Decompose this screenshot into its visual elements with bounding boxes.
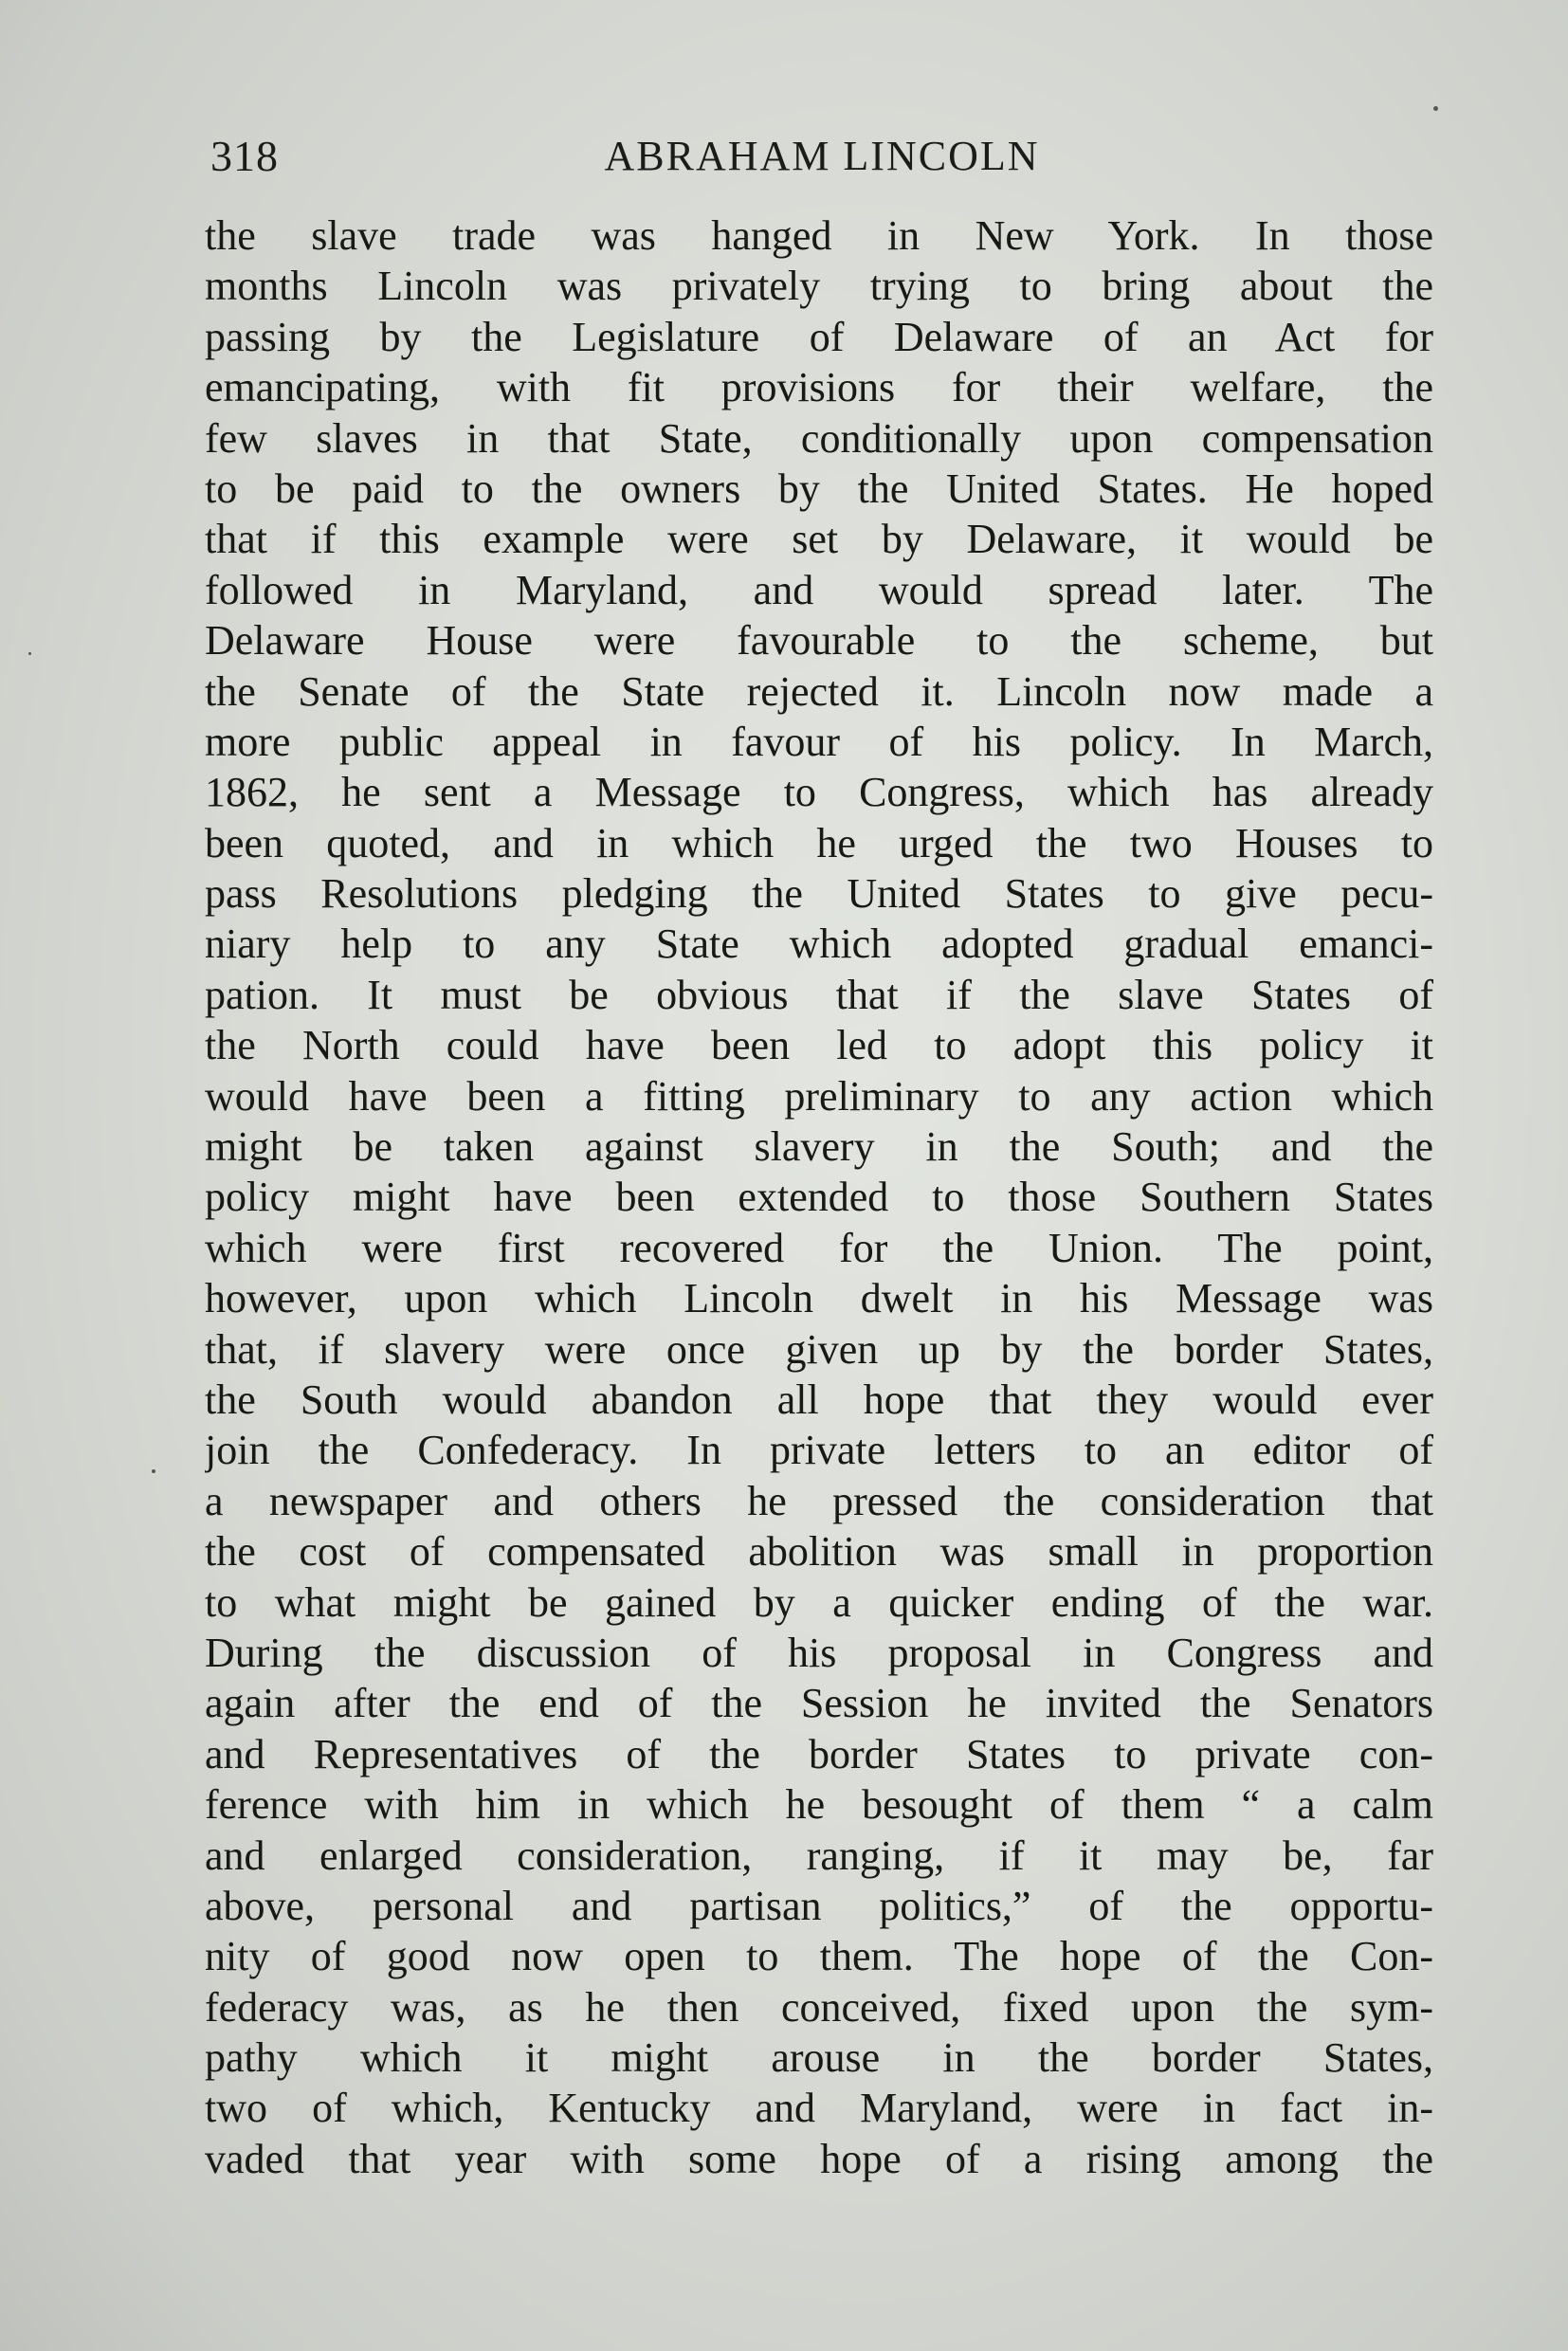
text-line: above, personal and partisan politics,” of the opportu- — [205, 1882, 1433, 1929]
text-line: the Senate of the State rejected it. Lincoln now made a — [205, 667, 1433, 715]
text-line: 1862, he sent a Message to Congress, which has already — [205, 769, 1433, 816]
text-line: During the discussion of his proposal in Congress and — [205, 1629, 1433, 1676]
running-head: ABRAHAM LINCOLN — [604, 133, 1040, 179]
text-line: emancipating, with fit provisions for their welfare, the — [205, 364, 1433, 411]
text-line: join the Confederacy. In private letters to an editor of — [205, 1427, 1433, 1474]
page-header — [210, 123, 1433, 190]
text-line: however, upon which Lincoln dwelt in his Message was — [205, 1275, 1433, 1322]
text-line: pathy which it might arouse in the border States, — [205, 2034, 1433, 2082]
body-text — [205, 210, 1433, 2184]
text-line: to what might be gained by a quicker ending of the war. — [205, 1578, 1433, 1626]
text-line: niary help to any State which adopted gradual emanci- — [205, 920, 1433, 968]
text-line: more public appeal in favour of his policy. In March, — [205, 718, 1433, 765]
text-line: been quoted, and in which he urged the two Houses to — [205, 819, 1433, 866]
page-number: 318 — [210, 132, 279, 180]
text-line: nity of good now open to them. The hope of the Con- — [205, 1933, 1433, 1980]
text-line: again after the end of the Session he invited the Senators — [205, 1680, 1433, 1727]
text-line: pation. It must be obvious that if the slave States of — [205, 971, 1433, 1018]
text-line: vaded that year with some hope of a rising among the — [205, 2135, 1433, 2182]
text-line: months Lincoln was privately trying to bring about the — [205, 263, 1433, 310]
text-line: pass Resolutions pledging the United States to give pecu- — [205, 870, 1433, 918]
text-line: the slave trade was hanged in New York. In those — [205, 212, 1433, 259]
text-line: federacy was, as he then conceived, fixed upon the sym- — [205, 1983, 1433, 2031]
text-line: to be paid to the owners by the United States. He hoped — [205, 465, 1433, 512]
paper-speck — [152, 1469, 155, 1473]
text-line: passing by the Legislature of Delaware of an Act for — [205, 313, 1433, 360]
text-line: Delaware House were favourable to the scheme, but — [205, 617, 1433, 665]
text-line: the South would abandon all hope that they would ever — [205, 1376, 1433, 1423]
text-line: and Representatives of the border States to private con- — [205, 1730, 1433, 1777]
text-line: would have been a fitting preliminary to any action which — [205, 1072, 1433, 1120]
text-line: might be taken against slavery in the South; and the — [205, 1123, 1433, 1171]
text-line: policy might have been extended to those Southern States — [205, 1174, 1433, 1221]
text-line: ference with him in which he besought of them “ a calm — [205, 1781, 1433, 1829]
text-line: that, if slavery were once given up by the border States, — [205, 1325, 1433, 1373]
paper-speck — [1433, 106, 1438, 111]
text-line: which were first recovered for the Union. The point, — [205, 1224, 1433, 1271]
text-line: that if this example were set by Delaware, it would be — [205, 516, 1433, 563]
text-line: two of which, Kentucky and Maryland, were in fact in- — [205, 2085, 1433, 2132]
text-line: the North could have been led to adopt this policy it — [205, 1022, 1433, 1069]
text-line: a newspaper and others he pressed the consideration that — [205, 1477, 1433, 1524]
text-line: the cost of compensated abolition was small in proportion — [205, 1528, 1433, 1576]
text-line: and enlarged consideration, ranging, if it may be, far — [205, 1832, 1433, 1879]
text-line: few slaves in that State, conditionally upon compensation — [205, 414, 1433, 462]
paper-speck — [28, 652, 31, 655]
text-line: followed in Maryland, and would spread later. The — [205, 566, 1433, 613]
